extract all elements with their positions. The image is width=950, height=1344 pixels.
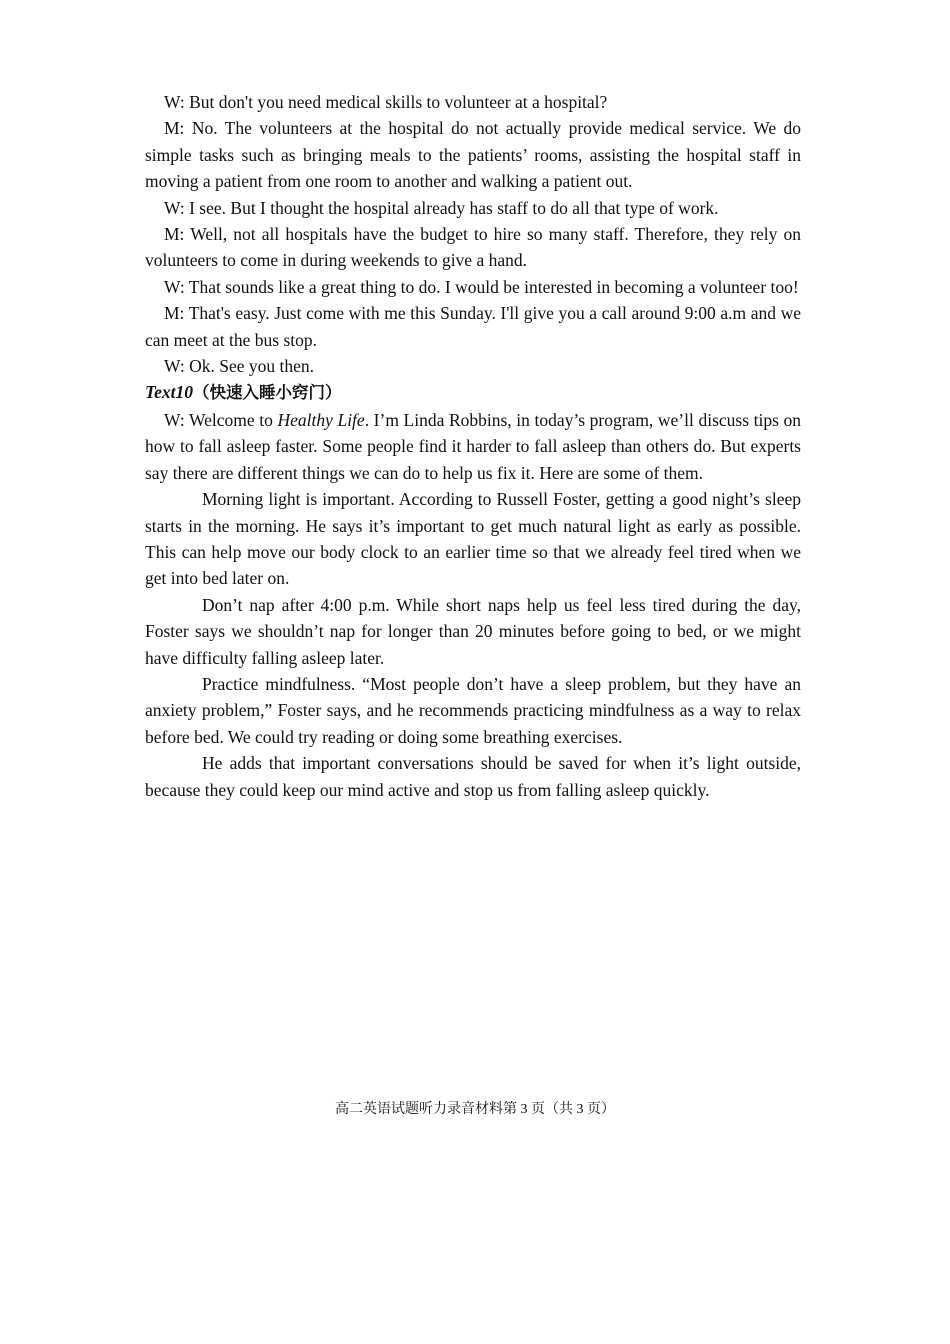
dialogue-line: M: No. The volunteers at the hospital do not actually provide medical service. We do simple tasks such as bringing meals to the patients’ rooms, assisting the hospital staff in moving a patient from one room to another and walking a patient out. [145, 118, 801, 192]
section-title-cn: （快速入睡小窍门） [192, 383, 342, 403]
transcript-body [145, 89, 801, 803]
dialogue-line: M: That's easy. Just come with me this Sunday. I'll give you a call around 9:00 a.m and we can meet at the bus stop. [145, 303, 801, 350]
dialogue-line: W: But don't you need medical skills to volunteer at a hospital? [164, 92, 608, 112]
intro-rest: . I’m Linda Robbins, in today’s program, we’ll discuss tips on how to fall asleep faster. Some people find it harder to fall asleep than others do. But experts say there are different things we can do to help us fix it. Here are some of them. [145, 409, 802, 483]
section-label: Text10 [145, 382, 193, 403]
program-name: Healthy Life [277, 409, 365, 430]
tip-paragraph: Practice mindfulness. “Most people don’t have a sleep problem, but they have an anxiety problem,” Foster says, and he recommends practicing mindfulness as a way to relax before bed. We could try reading or doing some breathing exercises. [145, 673, 801, 747]
tip-paragraph: Morning light is important. According to Russell Foster, getting a good night’s sleep starts in the morning. He says it’s important to get much natural light as early as possible. This can help move our body clock to an earlier time so that we already feel tired when we get into bed later on. [145, 489, 801, 589]
dialogue-line: W: I see. But I thought the hospital already has staff to do all that type of work. [164, 197, 719, 218]
intro-paragraph [145, 407, 801, 486]
dialogue-line: M: Well, not all hospitals have the budget to hire so many staff. Therefore, they rely on volunteers to come in during weekends to give a hand. [145, 224, 801, 271]
dialogue-line: W: That sounds like a great thing to do. I would be interested in becoming a volunteer too! [164, 276, 799, 297]
section-heading [145, 379, 801, 406]
intro-start: W: Welcome to [164, 409, 278, 430]
tip-paragraph: Don’t nap after 4:00 p.m. While short naps help us feel less tired during the day, Foster says we shouldn’t nap for longer than 20 minutes before going to bed, or we might have difficulty falling asleep later. [145, 594, 801, 668]
page-footer: 高二英语试题听力录音材料第 3 页（共 3 页） [335, 1102, 615, 1117]
dialogue-line: W: Ok. See you then. [164, 356, 315, 377]
tip-paragraph: He adds that important conversations should be saved for when it’s light outside, because they could keep our mind active and stop us from falling asleep quickly. [145, 753, 801, 800]
